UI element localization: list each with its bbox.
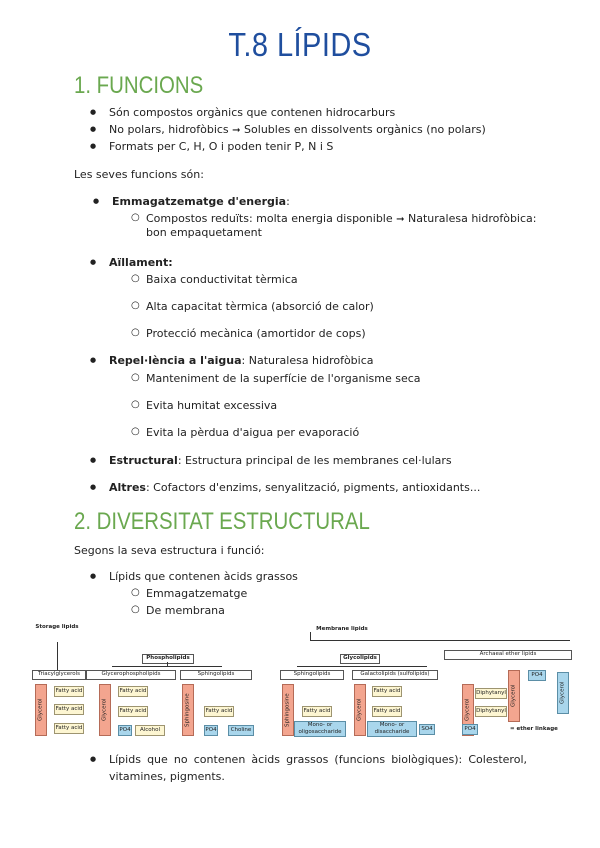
- sub-item: ○ Manteniment de la superfície de l'organisme seca: [146, 372, 421, 385]
- sub-item: ○ De membrana: [146, 604, 225, 617]
- glycerol-block: Glycerol: [508, 670, 520, 722]
- fatty-acid-block: Fatty acid: [372, 706, 402, 717]
- glycerol-block: Glycerol: [462, 684, 474, 736]
- storage-lipids-label: Storage lipids: [35, 624, 79, 630]
- function-item-energy: ● Emmagatzematge d'energia:: [112, 195, 290, 208]
- bullet-item: ● Lípids que contenen àcids grassos: [109, 570, 298, 583]
- galactolipids-label: Galactolipids (sulfolipids): [352, 670, 438, 680]
- sub-item: ○ Compostos reduïts: molta energia disponible ➞ Naturalesa hidrofòbica: bon empaquetament: [146, 212, 546, 239]
- function-item-other: ● Altres: Cofactors d'enzims, senyalització, pigments, antioxidants...: [109, 481, 480, 494]
- function-item-insulation: ● Aïllament:: [109, 256, 173, 269]
- fatty-acid-block: Fatty acid: [54, 704, 84, 715]
- po4-block: PO4: [528, 670, 546, 681]
- phospholipids-label: Phospholipids: [142, 654, 194, 664]
- glycerophospholipids-label: Glycerophospholipids: [86, 670, 176, 680]
- sphingosine-block: Sphingosine: [282, 684, 294, 736]
- glycerol-blue-block: Glycerol: [557, 672, 569, 714]
- bullet-item: ● Són compostos orgànics que contenen hidrocarburs: [109, 106, 395, 119]
- section-heading-funcions: 1. FUNCIONS: [74, 72, 204, 99]
- glycerol-block: Glycerol: [99, 684, 111, 736]
- lipid-classification-diagram: [32, 620, 572, 744]
- triacylglycerols-label: Triacylglycerols: [32, 670, 86, 680]
- po4-block: PO4: [462, 724, 478, 735]
- fatty-acid-block: Fatty acid: [118, 706, 148, 717]
- section-heading-diversitat: 2. DIVERSITAT ESTRUCTURAL: [74, 508, 370, 535]
- oligosaccharide-block: Mono- or oligosaccharide: [294, 721, 346, 737]
- arrow-icon: ➞: [232, 125, 241, 136]
- fatty-acid-block: Fatty acid: [204, 706, 234, 717]
- page-title: T.8 LÍPIDS: [228, 26, 372, 63]
- sub-item: ○ Baixa conductivitat tèrmica: [146, 273, 298, 286]
- sub-item: ○ Emmagatzematge: [146, 587, 247, 600]
- sub-item: ○ Evita la pèrdua d'aigua per evaporació: [146, 426, 359, 439]
- membrane-lipids-label: Membrane lipids: [316, 626, 368, 632]
- funcions-intro: Les seves funcions són:: [74, 168, 204, 181]
- sub-item: ○ Evita humitat excessiva: [146, 399, 277, 412]
- po4-block: PO4: [118, 725, 132, 736]
- fatty-acid-block: Fatty acid: [54, 723, 84, 734]
- sub-item: ○ Alta capacitat tèrmica (absorció de calor): [146, 300, 374, 313]
- archaeal-ether-lipids-label: Archaeal ether lipids: [444, 650, 572, 660]
- sub-item: ○ Protecció mecànica (amortidor de cops): [146, 327, 366, 340]
- diversitat-intro: Segons la seva estructura i funció:: [74, 544, 265, 557]
- glycerol-block: Glycerol: [354, 684, 366, 736]
- po4-block: PO4: [204, 725, 218, 736]
- so4-block: SO4: [419, 724, 435, 735]
- function-item-structural: ● Estructural: Estructura principal de les membranes cel·lulars: [109, 454, 452, 467]
- bullet-item: ● Formats per C, H, O i poden tenir P, N i S: [109, 140, 333, 153]
- alcohol-block: Alcohol: [135, 725, 165, 736]
- arrow-icon: ➞: [396, 214, 405, 225]
- disaccharide-block: Mono- or disaccharide: [367, 721, 417, 737]
- diphytanyl-block: Diphytanyl: [475, 688, 507, 699]
- fatty-acid-block: Fatty acid: [302, 706, 332, 717]
- fatty-acid-block: Fatty acid: [372, 686, 402, 697]
- diphytanyl-block: Diphytanyl: [475, 706, 507, 717]
- glycerol-block: Glycerol: [35, 684, 47, 736]
- function-item-water: ● Repel·lència a l'aigua: Naturalesa hidrofòbica: [109, 354, 374, 367]
- sphingolipids-label-2: Sphingolipids: [280, 670, 344, 680]
- ether-linkage-legend: = ether linkage: [510, 726, 558, 732]
- bullet-item: ● No polars, hidrofòbics ➞ Solubles en dissolvents orgànics (no polars): [109, 123, 486, 137]
- bullet-item: ● Lípids que no contenen àcids grassos (funcions biològiques): Colesterol, vitamines, pigments.: [109, 751, 527, 785]
- sphingosine-block: Sphingosine: [182, 684, 194, 736]
- fatty-acid-block: Fatty acid: [54, 686, 84, 697]
- glycolipids-label: Glycolipids: [340, 654, 380, 664]
- fatty-acid-block: Fatty acid: [118, 686, 148, 697]
- choline-block: Choline: [228, 725, 254, 736]
- sphingolipids-label: Sphingolipids: [180, 670, 252, 680]
